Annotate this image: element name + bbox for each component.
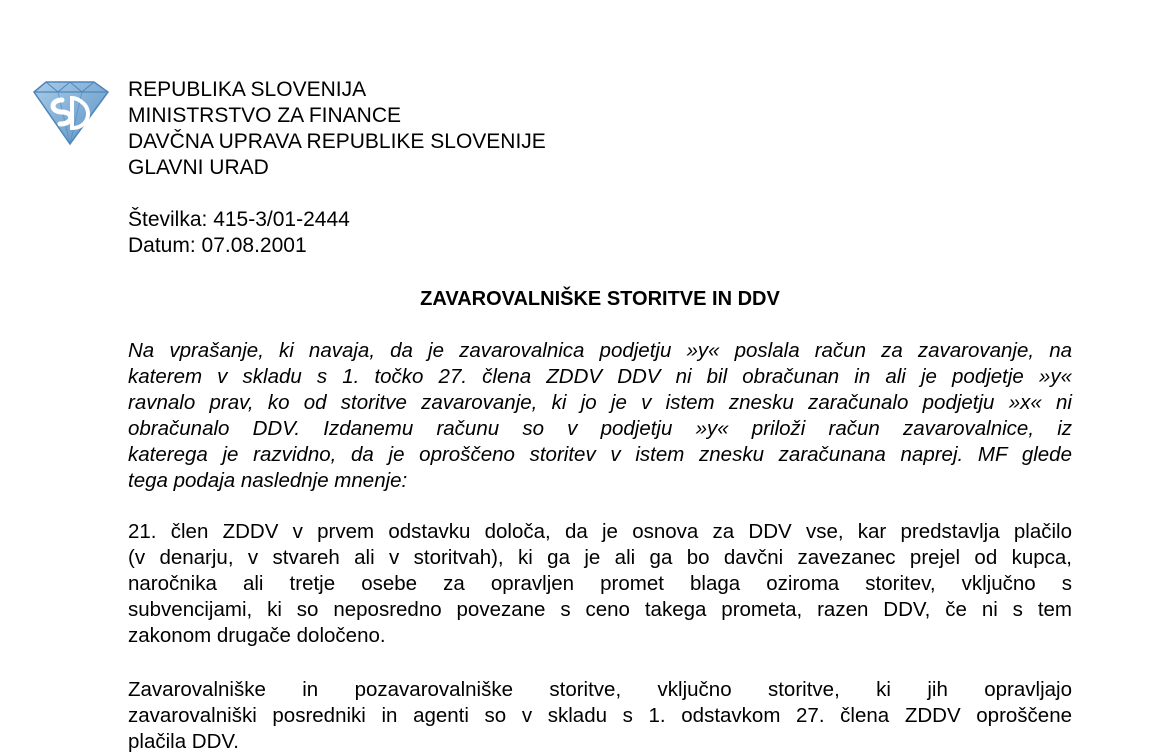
paragraph-line: ravnalo prav, ko od storitve zavarovanje, ki jo je v istem znesku zaračunalo podjetju »x« ni [128,391,1072,414]
paragraph-line: 21. člen ZDDV v prvem odstavku določa, da je osnova za DDV vse, kar predstavlja plačilo [128,520,1072,543]
header-line-ministry: MINISTRSTVO ZA FINANCE [128,104,402,127]
paragraph-line: katerega je razvidno, da je oproščeno storitev v istem znesku zaračunana naprej. MF glede [128,443,1072,466]
paragraph-article-21 [128,519,1072,649]
paragraph-line: katerem v skladu s 1. točko 27. člena ZDDV DDV ni bil obračunan in ali je podjetje »y« [128,365,1072,388]
header-line-republic: REPUBLIKA SLOVENIJA [128,78,367,101]
institution-header [128,77,546,181]
document-meta [128,207,350,259]
paragraph-line: subvencijami, ki so neposredno povezane s ceno takega prometa, razen DDV, če ni s tem [128,598,1072,621]
paragraph-line: Na vprašanje, ki navaja, da je zavarovalnica podjetju »y« poslala račun za zavarovanje, na [128,339,1072,362]
paragraph-line: zavarovalniški posredniki in agenti so v skladu s 1. odstavkom 27. člena ZDDV oproščene [128,704,1072,727]
document-number: Številka: 415-3/01-2444 [128,208,350,231]
paragraph-line: Zavarovalniške in pozavarovalniške storitve, vključno storitve, ki jih opravljajo [128,678,1072,701]
paragraph-line: obračunalo DDV. Izdanemu računu so v podjetju »y« priloži račun zavarovalnice, iz [128,417,1072,440]
durs-emblem-icon [28,78,112,148]
paragraph-question [128,338,1072,494]
paragraph-line: plačila DDV. [128,730,239,753]
document-title: ZAVAROVALNIŠKE STORITVE IN DDV [420,288,780,310]
document-date: Datum: 07.08.2001 [128,234,307,257]
paragraph-line: naročnika ali tretje osebe za opravljen promet blaga oziroma storitev, vključno s [128,572,1072,595]
paragraph-line: zakonom drugače določeno. [128,624,386,647]
paragraph-line: (v denarju, v stvareh ali v storitvah), ki ga je ali ga bo davčni zavezanec prejel od kupca, [128,546,1072,569]
header-line-main-office: GLAVNI URAD [128,156,269,179]
paragraph-insurance-exemption [128,677,1072,755]
header-line-tax-office: DAVČNA UPRAVA REPUBLIKE SLOVENIJE [128,130,546,153]
paragraph-line: tega podaja naslednje mnenje: [128,469,408,492]
